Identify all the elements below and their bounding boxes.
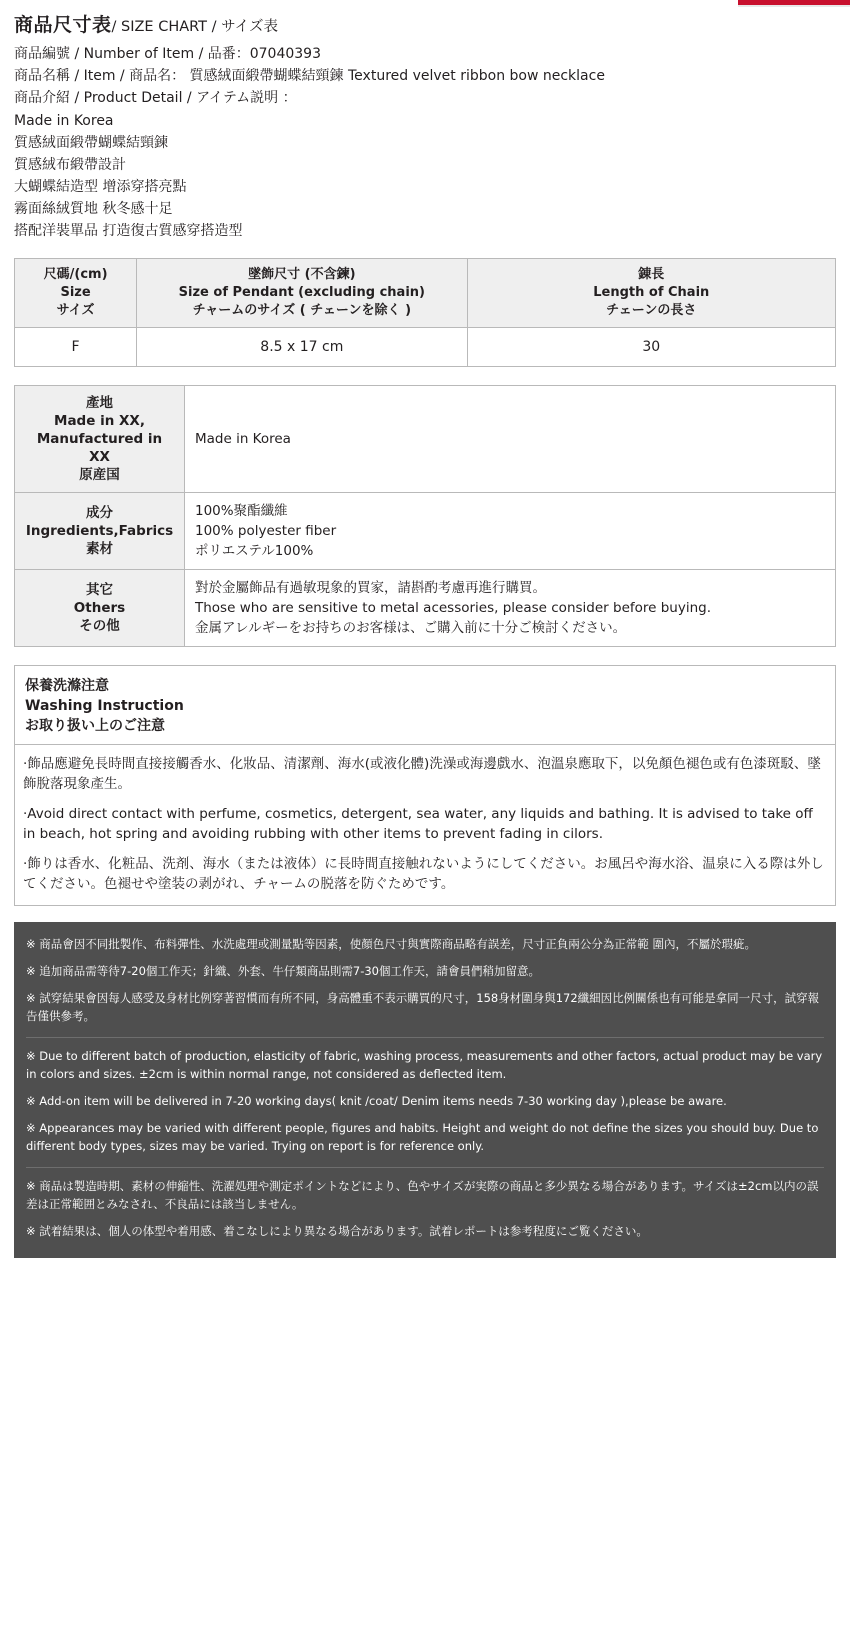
detail-key-line: XX	[89, 449, 110, 465]
washing-instruction-heading	[15, 666, 835, 745]
disclaimer-note: ※ 商品は製造時期、素材の伸縮性、洗濯処理や測定ポイントなどにより、色やサイズが実際の商品と多少異なる場合があります。サイズは±2cm以内の誤差は正常範囲とみなされ、不良品には該当しません。	[26, 1179, 819, 1211]
column-header-size-zh: 尺碼/(cm)	[43, 267, 108, 282]
product-details-table	[14, 385, 836, 647]
column-header-pendant	[137, 259, 467, 328]
column-header-pendant-zh: 墜飾尺寸 (不含鍊)	[248, 267, 356, 282]
detail-line: 質感絨面緞帶蝴蝶結頸鍊	[14, 135, 168, 151]
detail-value-others	[185, 570, 836, 647]
table-row	[15, 386, 836, 493]
column-header-chain	[467, 259, 835, 328]
detail-value-line: 對於金屬飾品有過敏現象的買家，請斟酌考慮再進行購買。	[195, 580, 546, 596]
detail-value-fabrics	[185, 493, 836, 570]
detail-key-line: 素材	[86, 541, 113, 557]
column-header-pendant-en: Size of Pendant (excluding chain)	[178, 285, 425, 300]
disclaimer-group-zh	[26, 932, 824, 1031]
detail-value-origin	[185, 386, 836, 493]
item-number-line: 商品編號 / Number of Item / 品番：07040393	[14, 46, 321, 62]
table-row	[15, 570, 836, 647]
disclaimer-note: ※ Add-on item will be delivered in 7-20 working days( knit /coat/ Denim items needs 7-30 working day ),please be aware.	[26, 1094, 727, 1108]
column-header-size	[15, 259, 137, 328]
detail-value-line: Those who are sensitive to metal acessories, please consider before buying.	[195, 600, 712, 616]
disclaimer-note: ※ Due to different batch of production, elasticity of fabric, washing process, measurements and other factors, actual product may be vary in colors and sizes. ±2cm is within normal range, not considered as deflected item.	[26, 1049, 823, 1081]
washing-heading-en: Washing Instruction	[25, 698, 184, 714]
disclaimer-note: ※ 追加商品需等待7-20個工作天；針織、外套、牛仔類商品則需7-30個工作天，請會員們稍加留意。	[26, 964, 540, 978]
washing-instruction-box	[14, 665, 836, 906]
detail-key-line: Made in XX,	[54, 413, 145, 429]
washing-heading-jp: お取り扱い上のご注意	[25, 718, 165, 734]
washing-instruction-body	[15, 745, 835, 905]
detail-key-line: Manufactured in	[36, 431, 163, 447]
disclaimer-note: ※ 商品會因不同批製作、布料彈性、水洗處理或測量點等因素，使顏色尺寸與實際商品略有誤差，尺寸正負兩公分為正常範 圍內，不屬於瑕疵。	[26, 937, 756, 951]
washing-paragraph-zh: ·飾品應避免長時間直接接觸香水、化妝品、清潔劑、海水(或液化體)洗澡或海邊戲水、泡溫泉應取下，以免顏色褪色或有色漆斑駁、墜飾脫落現象產生。	[23, 756, 821, 792]
detail-value-line: ポリエステル100%	[195, 543, 314, 559]
disclaimer-notes	[14, 922, 836, 1258]
size-chart-header-row	[15, 259, 836, 328]
cell-pendant-size: 8.5 x 17 cm	[137, 328, 467, 367]
detail-value-line: Made in Korea	[195, 431, 291, 447]
bottom-whitespace	[14, 1258, 836, 1508]
detail-key-line: 原産国	[79, 467, 120, 483]
detail-key-line: Others	[73, 600, 126, 616]
disclaimer-note: ※ 試着結果は、個人の体型や着用感、着こなしにより異なる場合があります。試着レポートは参考程度にご覧ください。	[26, 1224, 648, 1238]
washing-paragraph-jp: ·飾りは香水、化粧品、洗剤、海水（または液体）に長時間直接触れないようにしてください。お風呂や海水浴、温泉に入る際は外してください。色褪せや塗装の剥がれ、チャームの脱落を防ぐためです。	[23, 856, 824, 892]
disclaimer-group-en	[26, 1037, 824, 1161]
table-row	[15, 328, 836, 367]
detail-key-origin	[15, 386, 185, 493]
cell-size: F	[15, 328, 137, 367]
detail-key-line: Ingredients,Fabrics	[25, 523, 174, 539]
header-block	[14, 0, 836, 242]
column-header-size-jp: サイズ	[56, 303, 95, 318]
detail-line: 大蝴蝶結造型 增添穿搭亮點	[14, 179, 187, 195]
column-header-pendant-jp: チャームのサイズ ( チェーンを除く )	[192, 303, 412, 318]
detail-value-line: 金属アレルギーをお持ちのお客様は、ご購入前に十分ご検討ください。	[195, 620, 627, 636]
detail-key-line: その他	[79, 618, 120, 634]
page-title-zh: 商品尺寸表	[14, 14, 112, 36]
detail-line: 質感絨布緞帶設計	[14, 157, 126, 173]
detail-value-line: 100% polyester fiber	[195, 523, 337, 539]
detail-key-line: 成分	[86, 505, 113, 521]
disclaimer-note: ※ Appearances may be varied with different people, figures and habits. Height and weight do not define the sizes you should buy. Due to different body types, sizes may be varied. Trying on report is for reference only.	[26, 1121, 819, 1153]
detail-key-line: 其它	[86, 582, 113, 598]
disclaimer-note: ※ 試穿結果會因每人感受及身材比例穿著習慣而有所不同，身高體重不表示購買的尺寸，158身材圍身與172纖細因比例關係也有可能是拿同一尺寸，試穿報告僅供參考。	[26, 991, 820, 1023]
disclaimer-group-jp	[26, 1167, 824, 1246]
detail-key-fabrics	[15, 493, 185, 570]
detail-key-others	[15, 570, 185, 647]
item-name-line: 商品名稱 / Item / 商品名： 質感絨面緞帶蝴蝶結頸鍊 Textured velvet ribbon bow necklace	[14, 68, 605, 84]
top-accent-underline	[738, 5, 850, 7]
column-header-chain-jp: チェーンの長さ	[606, 303, 697, 318]
detail-line: 霧面絲絨質地 秋冬感十足	[14, 201, 173, 217]
product-detail-lines	[14, 110, 836, 242]
column-header-chain-zh: 錬長	[638, 267, 665, 282]
page-title	[14, 10, 836, 37]
cell-chain-length: 30	[467, 328, 835, 367]
washing-heading-zh: 保養洗滌注意	[25, 678, 109, 694]
column-header-chain-en: Length of Chain	[593, 285, 710, 300]
page-title-translations: / SIZE CHART / サイズ表	[111, 19, 278, 35]
detail-key-line: 產地	[86, 395, 113, 411]
column-header-size-en: Size	[60, 285, 91, 300]
detail-line: 搭配洋裝單品 打造復古質感穿搭造型	[14, 223, 243, 239]
size-chart-table	[14, 258, 836, 367]
detail-value-line: 100%聚酯纖維	[195, 503, 288, 519]
washing-paragraph-en: ·Avoid direct contact with perfume, cosmetics, detergent, sea water, any liquids and bathing. It is advised to take off in beach, hot spring and avoiding rubbing with other items to prevent fading in cilors.	[23, 806, 813, 842]
product-detail-label: 商品介紹 / Product Detail / アイテム説明 ：	[14, 90, 297, 106]
table-row	[15, 493, 836, 570]
detail-line: Made in Korea	[14, 113, 114, 129]
